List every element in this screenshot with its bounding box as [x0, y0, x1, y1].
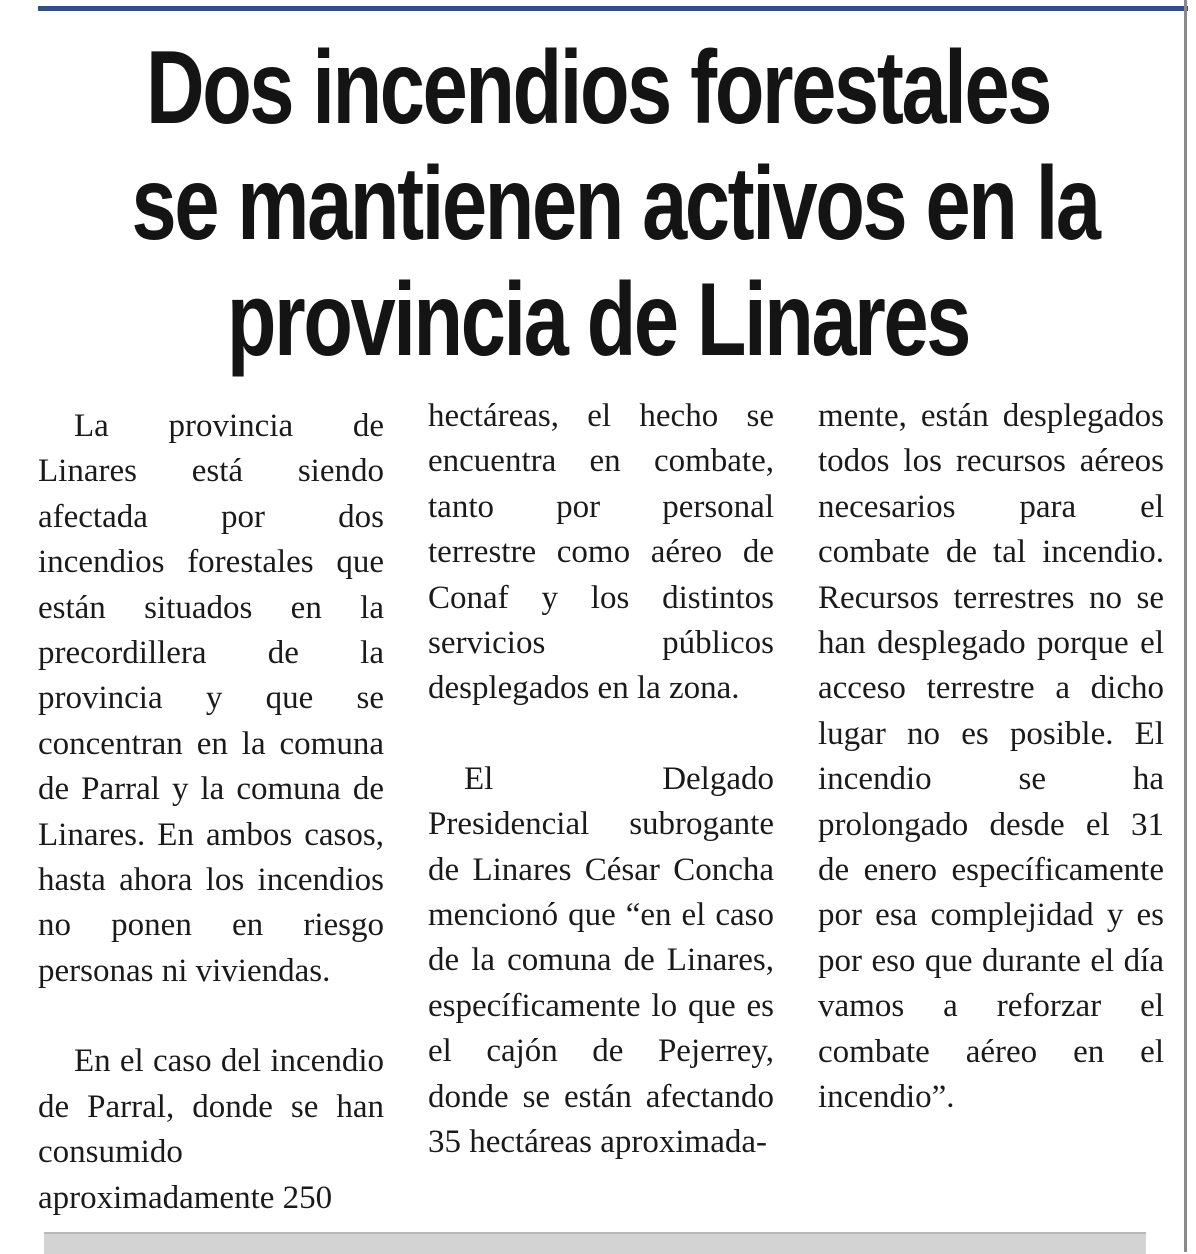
bottom-bar	[44, 1232, 1146, 1254]
headline-line-1: Dos incendios forestales	[145, 30, 1051, 146]
article-column-1	[38, 404, 384, 1221]
paragraph-delegado: El Delgado Presidencial subrogante de Linares César Concha mencionó que “en el caso de la comuna de Linares, específicamente lo que es el cajón de Pejerrey, donde se están afectando 35 hectáreas aproximada-	[428, 760, 774, 1161]
paragraph-parral-cont: hectáreas, el hecho se encuentra en combate, tanto por personal terrestre como aéreo de Conaf y los distintos servicios públicos desplegados en la zona.	[428, 398, 774, 707]
headline-line-2: se mantienen activos en la	[131, 146, 1099, 262]
headline	[131, 30, 1099, 378]
top-rule	[38, 6, 1188, 11]
article-column-2	[428, 394, 774, 1166]
article-column-3	[818, 394, 1164, 1121]
page-edge	[1184, 0, 1187, 1252]
headline-line-3: provincia de Linares	[226, 262, 970, 378]
paragraph-intro: La provincia de Linares está siendo afectada por dos incendios forestales que están situados en la precordillera de la provincia y que se concentran en la comuna de Parral y la comuna de Linares. En ambos casos, hasta ahora los incendios no ponen en riesgo personas ni viviendas.	[38, 408, 384, 989]
paragraph-parral: En el caso del incendio de Parral, donde se han consumido aproximadamente 250	[38, 1043, 384, 1216]
paragraph-delegado-cont: mente, están desplegados todos los recursos aéreos necesarios para el combate de tal incendio. Recursos terrestres no se han desplegado porque el acceso terrestre a dicho lugar no es posible. El incendio se ha prolongado desde el 31 de enero específicamente por esa complejidad y es por eso que durante el día vamos a reforzar el combate aéreo en el incendio”.	[818, 398, 1164, 1116]
